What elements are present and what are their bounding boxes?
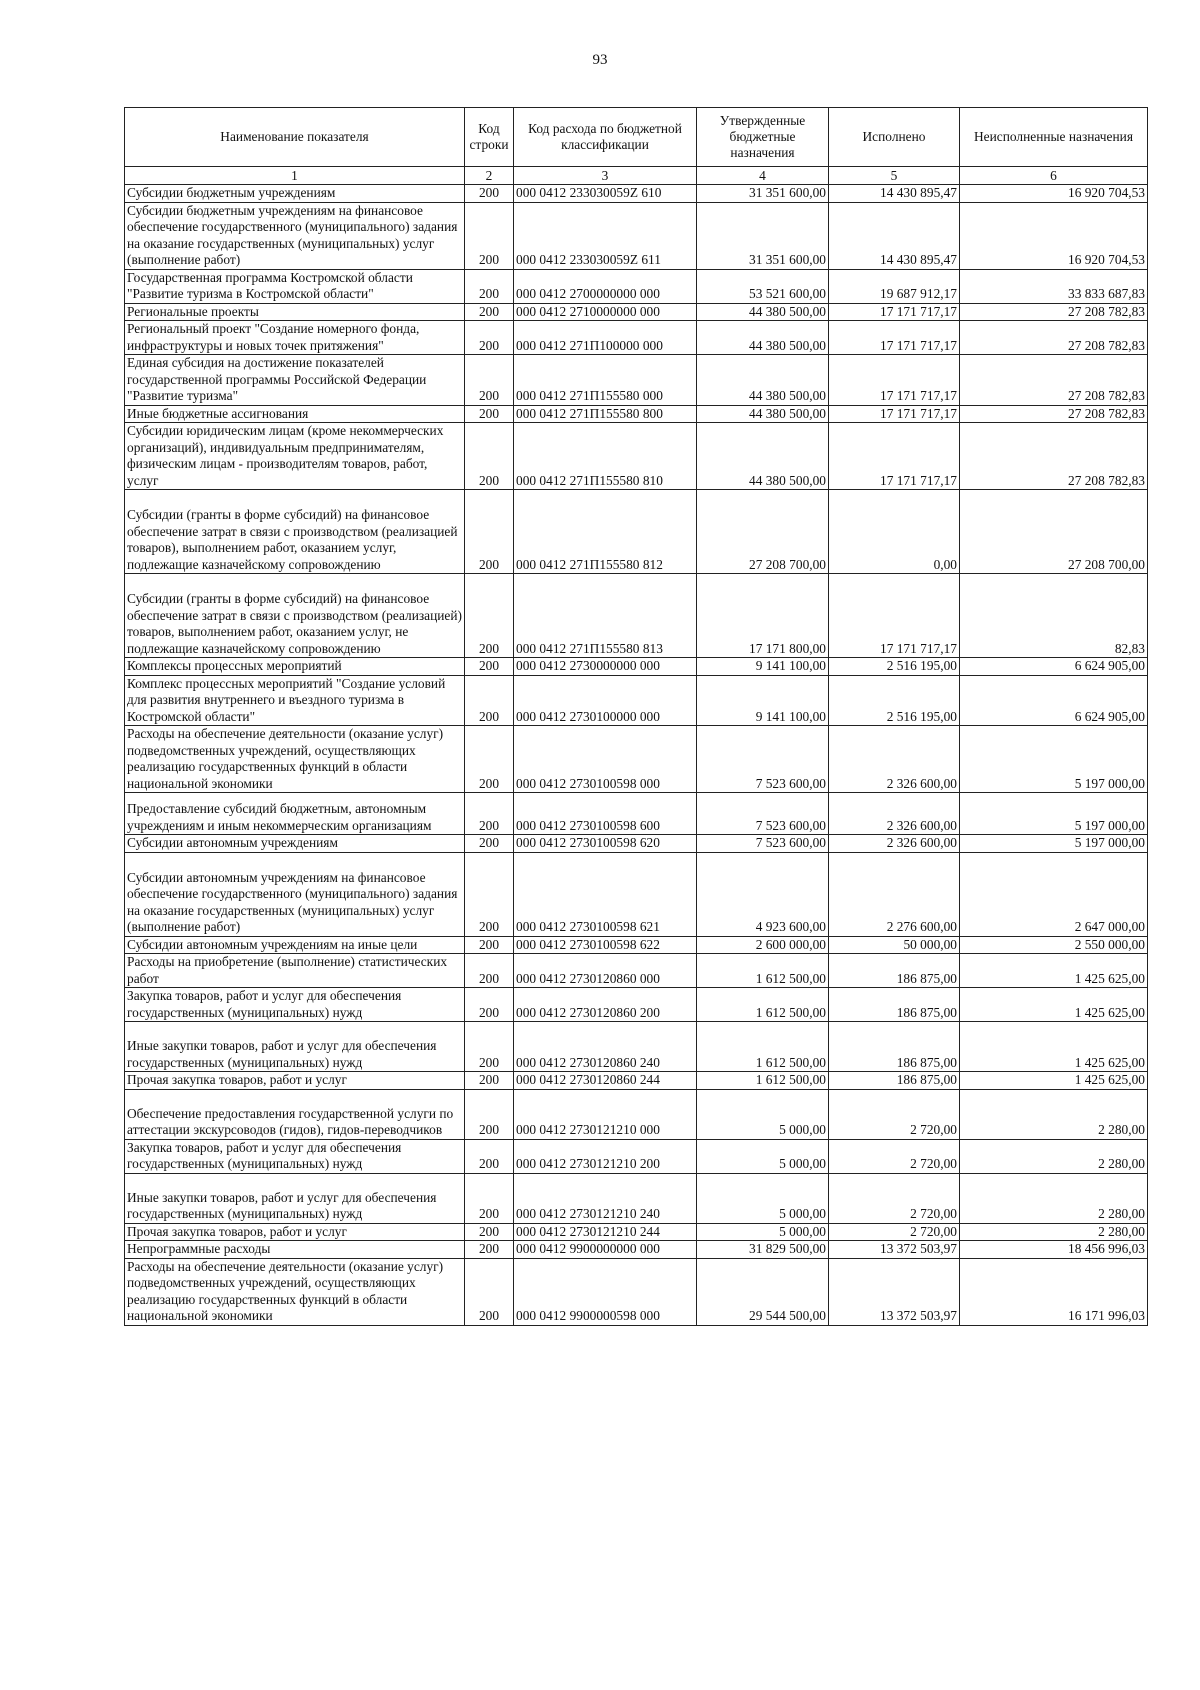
cell-indicator-name: Прочая закупка товаров, работ и услуг (125, 1072, 465, 1090)
cell-row-code: 200 (465, 1258, 514, 1325)
column-number: 1 (125, 167, 465, 185)
cell-executed: 50 000,00 (829, 936, 960, 954)
cell-indicator-name: Региональные проекты (125, 303, 465, 321)
cell-classification-code: 000 0412 271П155580 810 (514, 423, 697, 490)
column-number: 6 (960, 167, 1148, 185)
table-row (125, 321, 1148, 355)
cell-executed: 2 516 195,00 (829, 675, 960, 726)
cell-row-code: 200 (465, 490, 514, 574)
cell-indicator-name: Региональный проект "Создание номерного фонда, инфраструктуры и новых точек притяжения" (125, 321, 465, 355)
table-row (125, 405, 1148, 423)
cell-indicator-name: Субсидии юридическим лицам (кроме некоммерческих организаций), индивидуальным предпринимателям, физическим лицам - производителям товаров, работ, услуг (125, 423, 465, 490)
cell-approved: 7 523 600,00 (697, 726, 829, 793)
cell-row-code: 200 (465, 1241, 514, 1259)
cell-indicator-name: Субсидии бюджетным учреждениям (125, 185, 465, 203)
column-number: 3 (514, 167, 697, 185)
cell-indicator-name: Государственная программа Костромской области "Развитие туризма в Костромской области" (125, 269, 465, 303)
table-row (125, 835, 1148, 853)
cell-executed: 186 875,00 (829, 1072, 960, 1090)
cell-indicator-name: Комплекс процессных мероприятий "Создание условий для развития внутреннего и въездного туризма в Костромской области" (125, 675, 465, 726)
cell-classification-code: 000 0412 2730100000 000 (514, 675, 697, 726)
cell-unexecuted: 1 425 625,00 (960, 1072, 1148, 1090)
header-row-code: Код строки (465, 108, 514, 167)
cell-classification-code: 000 0412 2730121210 244 (514, 1223, 697, 1241)
cell-indicator-name: Иные закупки товаров, работ и услуг для обеспечения государственных (муниципальных) нужд (125, 1022, 465, 1072)
cell-indicator-name: Прочая закупка товаров, работ и услуг (125, 1223, 465, 1241)
header-approved: Утвержденные бюджетные назначения (697, 108, 829, 167)
cell-unexecuted: 16 920 704,53 (960, 202, 1148, 269)
cell-approved: 44 380 500,00 (697, 321, 829, 355)
budget-execution-table (124, 107, 1148, 1326)
cell-executed: 186 875,00 (829, 954, 960, 988)
cell-row-code: 200 (465, 355, 514, 406)
table-row (125, 954, 1148, 988)
cell-approved: 17 171 800,00 (697, 574, 829, 658)
cell-classification-code: 000 0412 2730121210 240 (514, 1173, 697, 1223)
cell-row-code: 200 (465, 202, 514, 269)
cell-classification-code: 000 0412 2710000000 000 (514, 303, 697, 321)
cell-approved: 1 612 500,00 (697, 988, 829, 1022)
table-row (125, 269, 1148, 303)
cell-unexecuted: 27 208 782,83 (960, 405, 1148, 423)
cell-classification-code: 000 0412 271П100000 000 (514, 321, 697, 355)
cell-executed: 14 430 895,47 (829, 185, 960, 203)
cell-unexecuted: 16 920 704,53 (960, 185, 1148, 203)
cell-unexecuted: 2 280,00 (960, 1089, 1148, 1139)
cell-classification-code: 000 0412 2730121210 200 (514, 1139, 697, 1173)
cell-unexecuted: 82,83 (960, 574, 1148, 658)
cell-row-code: 200 (465, 936, 514, 954)
table-row (125, 793, 1148, 835)
cell-approved: 1 612 500,00 (697, 954, 829, 988)
header-unexecuted: Неисполненные назначения (960, 108, 1148, 167)
cell-row-code: 200 (465, 1139, 514, 1173)
cell-approved: 31 829 500,00 (697, 1241, 829, 1259)
cell-unexecuted: 5 197 000,00 (960, 835, 1148, 853)
cell-approved: 7 523 600,00 (697, 835, 829, 853)
table-row (125, 1089, 1148, 1139)
cell-row-code: 200 (465, 1072, 514, 1090)
table-row (125, 1022, 1148, 1072)
page-number: 93 (592, 52, 608, 68)
cell-row-code: 200 (465, 269, 514, 303)
table-row (125, 988, 1148, 1022)
cell-approved: 29 544 500,00 (697, 1258, 829, 1325)
cell-row-code: 200 (465, 303, 514, 321)
cell-executed: 2 326 600,00 (829, 835, 960, 853)
cell-executed: 2 720,00 (829, 1173, 960, 1223)
cell-executed: 2 326 600,00 (829, 793, 960, 835)
cell-executed: 17 171 717,17 (829, 321, 960, 355)
cell-indicator-name: Расходы на приобретение (выполнение) статистических работ (125, 954, 465, 988)
cell-approved: 5 000,00 (697, 1223, 829, 1241)
cell-executed: 2 516 195,00 (829, 658, 960, 676)
cell-classification-code: 000 0412 2730100598 000 (514, 726, 697, 793)
cell-row-code: 200 (465, 1022, 514, 1072)
cell-row-code: 200 (465, 954, 514, 988)
cell-classification-code: 000 0412 2730120860 244 (514, 1072, 697, 1090)
cell-unexecuted: 5 197 000,00 (960, 793, 1148, 835)
table-row (125, 936, 1148, 954)
cell-classification-code: 000 0412 2730120860 000 (514, 954, 697, 988)
cell-indicator-name: Субсидии автономным учреждениям на иные цели (125, 936, 465, 954)
cell-approved: 5 000,00 (697, 1139, 829, 1173)
cell-indicator-name: Субсидии автономным учреждениям (125, 835, 465, 853)
cell-classification-code: 000 0412 271П155580 812 (514, 490, 697, 574)
cell-indicator-name: Иные бюджетные ассигнования (125, 405, 465, 423)
table-row (125, 1173, 1148, 1223)
cell-indicator-name: Субсидии (гранты в форме субсидий) на финансовое обеспечение затрат в связи с производством (реализацией товаров), выполнением работ, оказанием услуг, подлежащие казначейскому сопровождению (125, 490, 465, 574)
cell-row-code: 200 (465, 423, 514, 490)
cell-indicator-name: Расходы на обеспечение деятельности (оказание услуг) подведомственных учреждений, осуществляющих реализацию государственных функций в области национальной экономики (125, 1258, 465, 1325)
cell-classification-code: 000 0412 2730121210 000 (514, 1089, 697, 1139)
cell-unexecuted: 2 280,00 (960, 1223, 1148, 1241)
cell-classification-code: 000 0412 2730100598 622 (514, 936, 697, 954)
cell-approved: 9 141 100,00 (697, 675, 829, 726)
cell-indicator-name: Непрограммные расходы (125, 1241, 465, 1259)
table-row (125, 355, 1148, 406)
cell-row-code: 200 (465, 852, 514, 936)
cell-indicator-name: Расходы на обеспечение деятельности (оказание услуг) подведомственных учреждений, осуществляющих реализацию государственных функций в области национальной экономики (125, 726, 465, 793)
cell-executed: 2 276 600,00 (829, 852, 960, 936)
cell-row-code: 200 (465, 321, 514, 355)
cell-unexecuted: 27 208 782,83 (960, 303, 1148, 321)
cell-row-code: 200 (465, 574, 514, 658)
cell-row-code: 200 (465, 726, 514, 793)
table-row (125, 202, 1148, 269)
cell-row-code: 200 (465, 793, 514, 835)
header-executed: Исполнено (829, 108, 960, 167)
table-row (125, 303, 1148, 321)
header-indicator-name: Наименование показателя (125, 108, 465, 167)
cell-row-code: 200 (465, 658, 514, 676)
cell-indicator-name: Закупка товаров, работ и услуг для обеспечения государственных (муниципальных) нужд (125, 1139, 465, 1173)
cell-approved: 5 000,00 (697, 1089, 829, 1139)
column-number: 2 (465, 167, 514, 185)
cell-unexecuted: 33 833 687,83 (960, 269, 1148, 303)
cell-indicator-name: Субсидии бюджетным учреждениям на финансовое обеспечение государственного (муниципального) задания на оказание государственных (муниципальных) услуг (выполнение работ) (125, 202, 465, 269)
table-row (125, 1223, 1148, 1241)
cell-row-code: 200 (465, 1223, 514, 1241)
cell-executed: 19 687 912,17 (829, 269, 960, 303)
cell-approved: 44 380 500,00 (697, 423, 829, 490)
cell-approved: 44 380 500,00 (697, 303, 829, 321)
cell-row-code: 200 (465, 405, 514, 423)
cell-classification-code: 000 0412 2730120860 240 (514, 1022, 697, 1072)
cell-classification-code: 000 0412 2730100598 621 (514, 852, 697, 936)
cell-executed: 17 171 717,17 (829, 574, 960, 658)
cell-indicator-name: Субсидии (гранты в форме субсидий) на финансовое обеспечение затрат в связи с производством (реализацией) товаров, выполнением работ, оказанием услуг, не подлежащие казначейскому сопровождению (125, 574, 465, 658)
cell-classification-code: 000 0412 2730000000 000 (514, 658, 697, 676)
cell-unexecuted: 6 624 905,00 (960, 675, 1148, 726)
cell-unexecuted: 18 456 996,03 (960, 1241, 1148, 1259)
cell-unexecuted: 2 280,00 (960, 1173, 1148, 1223)
cell-approved: 1 612 500,00 (697, 1072, 829, 1090)
cell-indicator-name: Иные закупки товаров, работ и услуг для обеспечения государственных (муниципальных) нужд (125, 1173, 465, 1223)
table-row (125, 675, 1148, 726)
cell-approved: 31 351 600,00 (697, 185, 829, 203)
header-classification-code: Код расхода по бюджетной классификации (514, 108, 697, 167)
cell-unexecuted: 27 208 700,00 (960, 490, 1148, 574)
cell-classification-code: 000 0412 9900000000 000 (514, 1241, 697, 1259)
cell-classification-code: 000 0412 233030059Z 611 (514, 202, 697, 269)
cell-unexecuted: 27 208 782,83 (960, 423, 1148, 490)
table-row (125, 658, 1148, 676)
table-row (125, 185, 1148, 203)
cell-row-code: 200 (465, 988, 514, 1022)
cell-executed: 17 171 717,17 (829, 303, 960, 321)
cell-approved: 53 521 600,00 (697, 269, 829, 303)
cell-approved: 2 600 000,00 (697, 936, 829, 954)
table-row (125, 1258, 1148, 1325)
cell-classification-code: 000 0412 2730100598 620 (514, 835, 697, 853)
cell-unexecuted: 1 425 625,00 (960, 1022, 1148, 1072)
cell-indicator-name: Закупка товаров, работ и услуг для обеспечения государственных (муниципальных) нужд (125, 988, 465, 1022)
cell-executed: 186 875,00 (829, 1022, 960, 1072)
column-number-row (125, 167, 1148, 185)
column-number: 5 (829, 167, 960, 185)
table-row (125, 726, 1148, 793)
cell-unexecuted: 2 647 000,00 (960, 852, 1148, 936)
cell-executed: 17 171 717,17 (829, 423, 960, 490)
cell-executed: 14 430 895,47 (829, 202, 960, 269)
cell-approved: 44 380 500,00 (697, 355, 829, 406)
cell-classification-code: 000 0412 233030059Z 610 (514, 185, 697, 203)
cell-row-code: 200 (465, 185, 514, 203)
cell-approved: 27 208 700,00 (697, 490, 829, 574)
cell-unexecuted: 27 208 782,83 (960, 355, 1148, 406)
cell-indicator-name: Предоставление субсидий бюджетным, автономным учреждениям и иным некоммерческим организациям (125, 793, 465, 835)
table-row (125, 490, 1148, 574)
table-body (125, 185, 1148, 1326)
table-row (125, 1241, 1148, 1259)
table-header-row (125, 108, 1148, 167)
cell-classification-code: 000 0412 2730120860 200 (514, 988, 697, 1022)
cell-executed: 2 720,00 (829, 1139, 960, 1173)
table-row (125, 852, 1148, 936)
cell-classification-code: 000 0412 2700000000 000 (514, 269, 697, 303)
cell-unexecuted: 16 171 996,03 (960, 1258, 1148, 1325)
cell-unexecuted: 5 197 000,00 (960, 726, 1148, 793)
cell-approved: 44 380 500,00 (697, 405, 829, 423)
cell-executed: 17 171 717,17 (829, 355, 960, 406)
cell-approved: 1 612 500,00 (697, 1022, 829, 1072)
cell-row-code: 200 (465, 835, 514, 853)
cell-approved: 9 141 100,00 (697, 658, 829, 676)
cell-unexecuted: 2 280,00 (960, 1139, 1148, 1173)
cell-approved: 5 000,00 (697, 1173, 829, 1223)
cell-classification-code: 000 0412 271П155580 800 (514, 405, 697, 423)
cell-indicator-name: Комплексы процессных мероприятий (125, 658, 465, 676)
column-number: 4 (697, 167, 829, 185)
cell-unexecuted: 1 425 625,00 (960, 954, 1148, 988)
cell-approved: 31 351 600,00 (697, 202, 829, 269)
cell-executed: 2 720,00 (829, 1089, 960, 1139)
cell-executed: 0,00 (829, 490, 960, 574)
cell-unexecuted: 27 208 782,83 (960, 321, 1148, 355)
cell-executed: 17 171 717,17 (829, 405, 960, 423)
cell-classification-code: 000 0412 271П155580 000 (514, 355, 697, 406)
cell-unexecuted: 2 550 000,00 (960, 936, 1148, 954)
table-row (125, 574, 1148, 658)
table-row (125, 1139, 1148, 1173)
cell-executed: 186 875,00 (829, 988, 960, 1022)
cell-unexecuted: 1 425 625,00 (960, 988, 1148, 1022)
cell-executed: 2 326 600,00 (829, 726, 960, 793)
cell-indicator-name: Единая субсидия на достижение показателей государственной программы Российской Федерации "Развитие туризма" (125, 355, 465, 406)
cell-approved: 7 523 600,00 (697, 793, 829, 835)
table-row (125, 423, 1148, 490)
cell-approved: 4 923 600,00 (697, 852, 829, 936)
cell-indicator-name: Обеспечение предоставления государственной услуги по аттестации экскурсоводов (гидов), гидов-переводчиков (125, 1089, 465, 1139)
cell-executed: 13 372 503,97 (829, 1241, 960, 1259)
cell-classification-code: 000 0412 271П155580 813 (514, 574, 697, 658)
cell-classification-code: 000 0412 2730100598 600 (514, 793, 697, 835)
table-row (125, 1072, 1148, 1090)
cell-row-code: 200 (465, 1089, 514, 1139)
cell-indicator-name: Субсидии автономным учреждениям на финансовое обеспечение государственного (муниципального) задания на оказание государственных (муниципальных) услуг (выполнение работ) (125, 852, 465, 936)
cell-row-code: 200 (465, 1173, 514, 1223)
cell-executed: 2 720,00 (829, 1223, 960, 1241)
cell-unexecuted: 6 624 905,00 (960, 658, 1148, 676)
cell-row-code: 200 (465, 675, 514, 726)
cell-executed: 13 372 503,97 (829, 1258, 960, 1325)
cell-classification-code: 000 0412 9900000598 000 (514, 1258, 697, 1325)
